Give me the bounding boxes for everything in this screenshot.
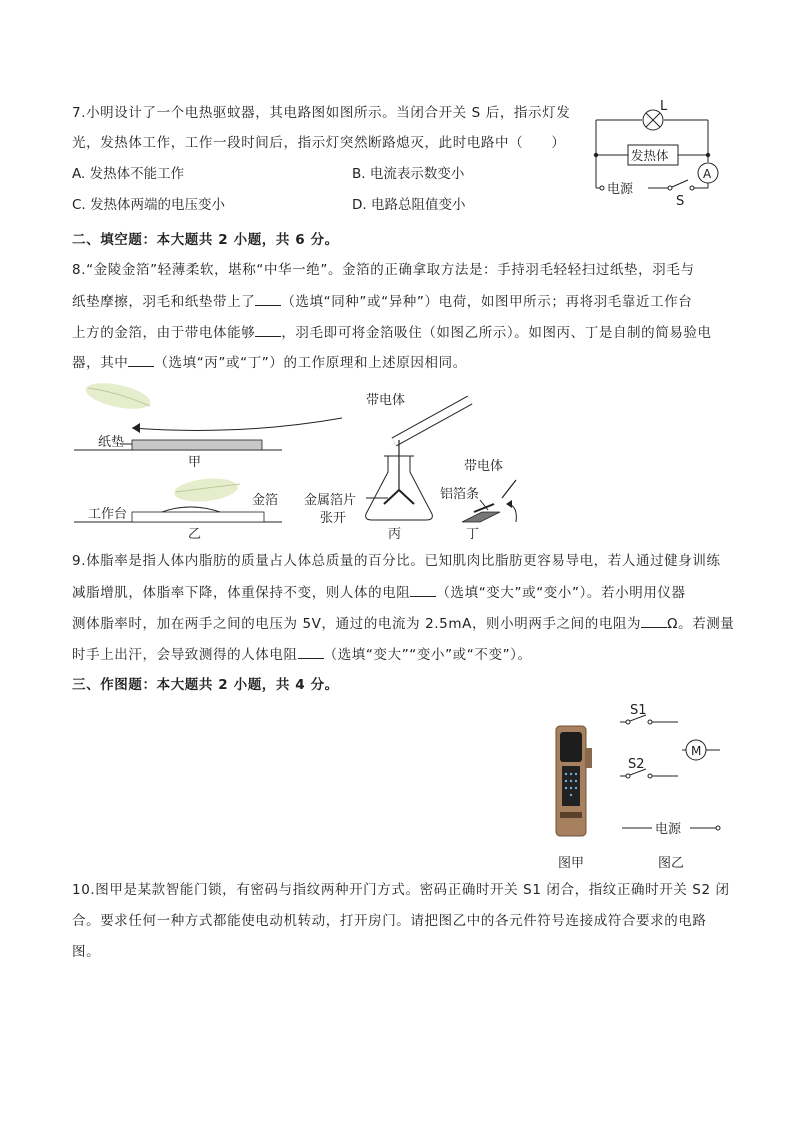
q8-line-4: [72, 352, 467, 373]
q8-line-3-a: 上方的金箔，由于带电体能够: [72, 325, 256, 341]
q7-option-d[interactable]: D. 电路总阻值变小: [352, 197, 466, 213]
switch-label: S: [676, 194, 685, 208]
q8-line-1: 8.“金陵金箔”轻薄柔软，堪称“中华一绝”。金箔的正确拿取方法是：手持羽毛轻轻扫过纸垫，羽毛与: [72, 262, 695, 278]
section-3-heading: 三、作图题：本大题共 2 小题，共 4 分。: [72, 677, 339, 693]
q8-blank-1[interactable]: [255, 291, 281, 306]
q7-line-1: 7.小明设计了一个电热驱蚊器，其电路图如图所示。当闭合开关 S 后，指示灯发: [72, 105, 571, 121]
fig-ding-label: 丁: [466, 527, 480, 542]
foil-label: 金箔: [252, 493, 279, 508]
q9-line-4-b: （选填“变大”“变小”或“不变”）。: [323, 647, 532, 663]
q9-line-4-a: 时手上出汗，会导致测得的人体电阻: [72, 647, 298, 663]
section-2-heading: 二、填空题：本大题共 2 小题，共 6 分。: [72, 232, 339, 248]
feather-icon: [83, 378, 152, 413]
q9-line-3: [72, 613, 735, 634]
q10-line-3: 图。: [72, 944, 101, 960]
motor-label: M: [691, 744, 702, 758]
q10-component-symbols: [612, 702, 728, 842]
q9-blank-1[interactable]: [410, 582, 436, 597]
fig-bing-label: 丙: [388, 527, 402, 542]
pad-label: 纸垫: [98, 435, 125, 450]
gold-foil: [162, 507, 220, 512]
bench-label: 工作台: [88, 507, 128, 522]
q9-line-3-a: 测体脂率时，加在两手之间的电压为 5V，通过的电流为 2.5mA，则小明两手之间的电阻为: [72, 616, 642, 632]
q8-line-3-b: ，羽毛即可将金箔吸住（如图乙所示）。如图丙、丁是自制的简易验电: [281, 325, 712, 341]
fig-10-jia-label: 图甲: [558, 856, 585, 871]
q7-circuit-diagram: [588, 96, 728, 208]
q9-line-4: [72, 644, 532, 665]
q9-line-1: 9.体脂率是指人体内脂肪的质量占人体总质量的百分比。已知肌肉比脂肪更容易导电，若人通过健身训练: [72, 553, 721, 569]
q8-blank-3[interactable]: [128, 352, 154, 367]
feather-icon: [173, 476, 240, 505]
source-label: 电源: [607, 182, 634, 197]
q7-line-2: 光，发热体工作，工作一段时间后，指示灯突然断路熄灭，此时电路中（ ）: [72, 135, 566, 151]
lamp-label: L: [660, 99, 668, 114]
stand-base: [462, 512, 500, 522]
q8-line-4-b: （选填“丙”或“丁”）的工作原理和上述原因相同。: [154, 355, 467, 371]
al-strip-label: 铝箔条: [440, 487, 480, 502]
charged-body-2-label: 带电体: [464, 459, 504, 474]
q8-figure: [70, 378, 530, 546]
s1-label: S1: [630, 703, 647, 718]
fig-yi-label: 乙: [188, 527, 202, 542]
ammeter-label: A: [703, 167, 712, 181]
q9-blank-2[interactable]: [641, 613, 667, 628]
switch-blade: [672, 180, 688, 187]
smart-lock-image: [550, 724, 596, 842]
q9-line-3-b: Ω。若测量: [667, 616, 735, 632]
paper-pad: [132, 440, 262, 450]
q8-blank-2[interactable]: [255, 322, 281, 337]
q8-line-2-b: （选填“同种”或“异种”）电荷，如图甲所示；再将羽毛靠近工作台: [281, 294, 693, 310]
q10-line-2: 合。要求任何一种方式都能使电动机转动，打开房门。请把图乙中的各元件符号连接成符合要求的电路: [72, 913, 707, 929]
q9-blank-3[interactable]: [298, 644, 324, 659]
charged-body-1-label: 带电体: [366, 393, 406, 408]
q9-line-2-a: 减脂增肌，体脂率下降，体重保持不变，则人体的电阻: [72, 585, 411, 601]
fig-jia-label: 甲: [188, 455, 202, 470]
heater-label: 发热体: [631, 148, 669, 163]
s2-label: S2: [628, 757, 645, 772]
q7-option-b[interactable]: B. 电流表示数变小: [352, 166, 465, 182]
fig-10-yi-label: 图乙: [658, 856, 685, 871]
q8-line-2-a: 纸垫摩擦，羽毛和纸垫带上了: [72, 294, 256, 310]
q8-line-4-a: 器，其中: [72, 355, 129, 371]
q7-option-c[interactable]: C. 发热体两端的电压变小: [72, 197, 226, 213]
q8-line-2: [72, 291, 692, 312]
work-bench: [132, 512, 264, 522]
metal-foil-label: 金属箔片: [304, 493, 357, 508]
q7-option-a[interactable]: A. 发热体不能工作: [72, 166, 185, 182]
q8-line-3: [72, 322, 712, 343]
q9-line-2: [72, 582, 686, 603]
open-label: 张开: [320, 511, 347, 526]
source-label-10: 电源: [655, 822, 682, 837]
q9-line-2-b: （选填“变大”或“变小”）。若小明用仪器: [436, 585, 686, 601]
q10-line-1: 10.图甲是某款智能门锁，有密码与指纹两种开门方式。密码正确时开关 S1 闭合，指纹正确时开关 S2 闭: [72, 882, 730, 898]
